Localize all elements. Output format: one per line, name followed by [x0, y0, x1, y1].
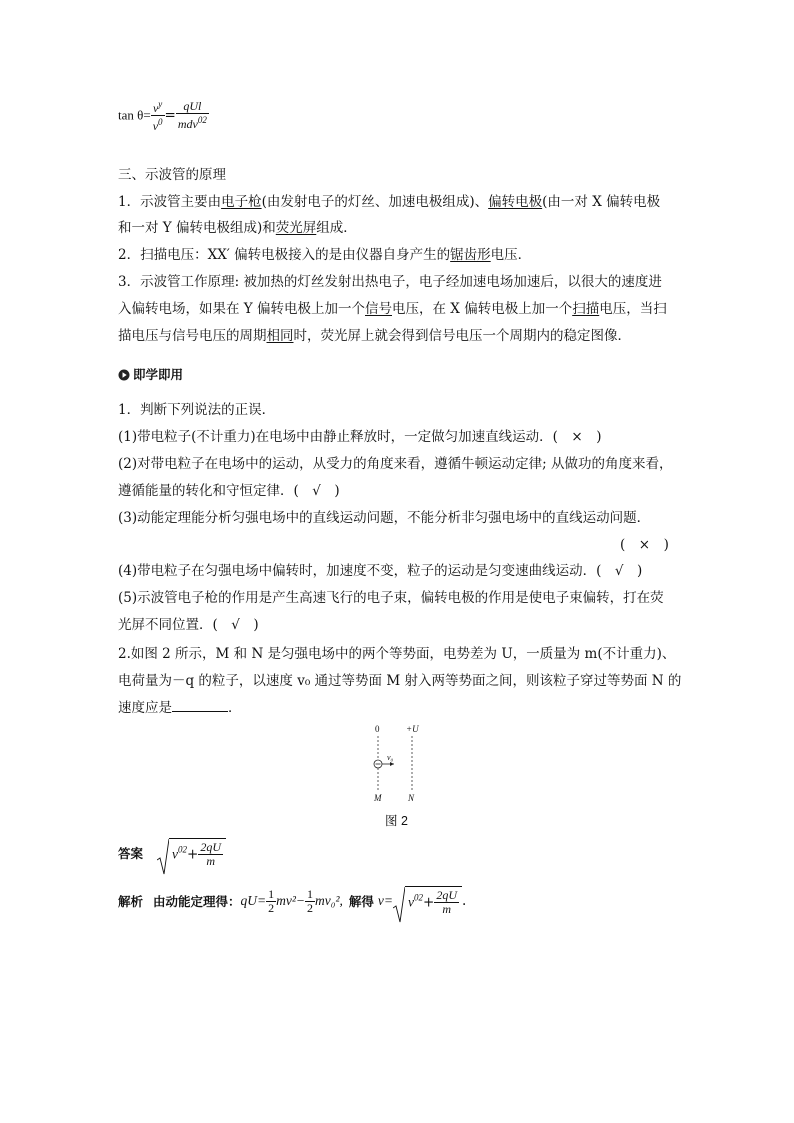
q1-item-5-line2: 光屏不同位置．( √ ) — [118, 617, 259, 633]
section3-p1-line1: 1．示波管主要由电子枪(由发射电子的灯丝、加速电极组成)、偏转电极(由一对 X 偏转电极 — [118, 194, 661, 210]
term-electron-gun: 电子枪 — [221, 194, 262, 210]
figure-caption: 图 2 — [385, 814, 408, 828]
answer-label: 答案 — [118, 846, 144, 861]
label-m: M — [374, 793, 382, 803]
q2-line1: 2.如图 2 所示，M 和 N 是匀强电场中的两个等势面，电势差为 U，一质量为 m(不计重力)、 — [118, 646, 676, 662]
practice-heading: 即学即用 — [133, 367, 184, 382]
play-circle-icon — [118, 368, 130, 386]
q2-line3: 速度应是 ． — [118, 700, 242, 716]
label-v0: v₀ — [387, 753, 394, 762]
term-signal: 信号 — [365, 301, 392, 317]
fraction-vy-v0: $\frac{v^y}{v^0}$ — [152, 99, 163, 133]
q1-item-2-line1: (2)对带电粒子在电场中的运动，从受力的角度来看，遵循牛顿运动定律; 从做功的角度来看， — [118, 456, 673, 472]
formula-tan-theta — [118, 98, 209, 133]
analysis-row: 解析 由动能定理得：qU= $\frac{1}{2}$ mv²− $\frac{1}{2}$ mv₀², 解得 v= $v^{02}+$ $\frac{2qU}{m}$ . — [118, 886, 466, 916]
label-n: N — [408, 793, 415, 803]
q1-item-3-line1: (3)动能定理能分析匀强电场中的直线运动问题，不能分析非匀强电场中的直线运动问题． — [118, 510, 651, 526]
term-same: 相同 — [266, 328, 294, 344]
q1-item-2-line2: 遵循能量的转化和守恒定律．( √ ) — [118, 483, 340, 499]
label-plus-u: +U — [406, 724, 419, 734]
practice-heading-row — [118, 366, 183, 386]
q1-item-1: (1)带电粒子(不计重力)在电场中由静止释放时，一定做匀加速直线运动．( × ) — [118, 429, 602, 445]
analysis-sqrt: $v^{02}+$ $\frac{2qU}{m}$ — [393, 886, 462, 916]
equals-sign: = — [164, 107, 176, 124]
section3-p3-line2: 入偏转电场，如果在 Y 偏转电极上加一个信号电压，在 X 偏转电极上加一个扫描电压，当扫 — [118, 301, 667, 317]
term-scan: 扫描 — [572, 301, 600, 317]
answer-sqrt: $v^{02}+$ $\frac{2qU}{m}$ — [157, 838, 226, 868]
q1-title: 1．判断下列说法的正误． — [118, 402, 276, 418]
term-deflection-electrode: 偏转电极 — [488, 194, 543, 210]
q1-item-4: (4)带电粒子在匀强电场中偏转时，加速度不变，粒子的运动是匀变速曲线运动．( √ ) — [118, 563, 643, 579]
formula-lhs: tan θ= — [118, 107, 151, 123]
section3-p3-line3: 描电压与信号电压的周期相同时，荧光屏上就会得到信号电压一个周期内的稳定图像． — [118, 328, 631, 344]
section3-p1-line2: 和一对 Y 偏转电极组成)和荧光屏组成． — [118, 220, 357, 236]
analysis-label: 解析 — [118, 894, 144, 909]
section3-p3-line1: 3．示波管工作原理: 被加热的灯丝发射出热电子，电子经加速电场加速后，以很大的速度进 — [118, 274, 662, 290]
q1-item-3-answer: ( × ) — [620, 537, 669, 553]
term-sawtooth: 锯齿形 — [450, 247, 491, 263]
section3-p2: 2．扫描电压：XX′ 偏转电极接入的是由仪器自身产生的锯齿形电压． — [118, 247, 532, 263]
figure-2 — [360, 722, 440, 808]
fraction-qul-mdv02: $\frac{\text{qUl}}{mdv^{02}}$ — [177, 99, 207, 131]
q2-line2: 电荷量为－q 的粒子，以速度 v₀ 通过等势面 M 射入两等势面之间，则该粒子穿过等势面 N 的 — [118, 673, 682, 689]
answer-blank — [172, 699, 228, 712]
section-heading: 三、示波管的原理 — [118, 167, 226, 183]
figure-2-diagram — [360, 722, 440, 808]
answer-row — [118, 838, 226, 868]
label-zero: 0 — [375, 724, 380, 734]
term-fluorescent-screen: 荧光屏 — [275, 220, 317, 236]
q1-item-5-line1: (5)示波管电子枪的作用是产生高速飞行的电子束，偏转电极的作用是使电子束偏转，打在荧 — [118, 590, 664, 606]
